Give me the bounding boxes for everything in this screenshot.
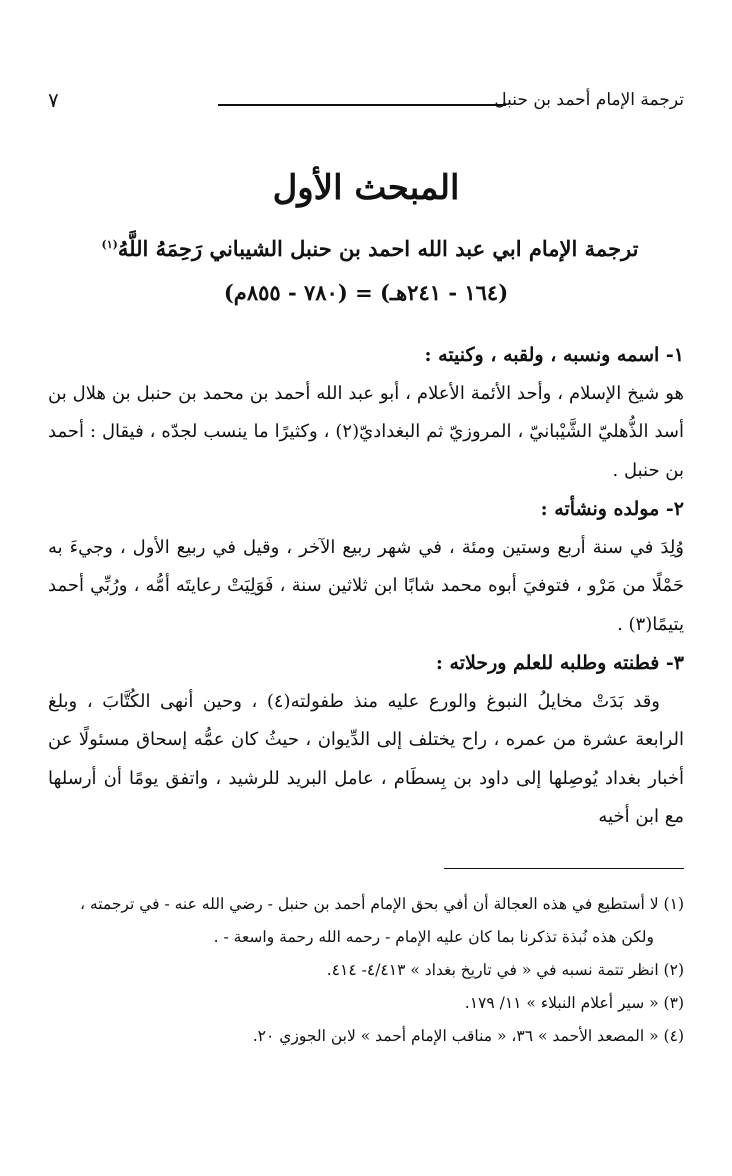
footnote: (٤) « المصعد الأحمد » ٣٦، « مناقب الإمام أحمد » لابن الجوزي ٢٠. bbox=[252, 1027, 684, 1045]
footnote-continuation: ولكن هذه نُبذة تذكرنا بما كان عليه الإمام - رحمه الله رحمة واسعة - . bbox=[213, 928, 654, 946]
body-text bbox=[48, 336, 684, 837]
section-paragraph: وقد بَدَتْ مخايلُ النبوغ والورع عليه منذ طفولته(٤) ، وحين أنهى الكُتَّابَ ، وبلغ الرابعة عشرة من عمره ، راح يختلف إلى الدِّيوان ، حيثُ كان عمُّه إسحاق مسئولًا عن أخبار بغداد يُوصِلها إلى داود بن بِسطَام ، عامل البريد للرشيد ، واتفق يومًا أن أرسلها مع ابن أخيه bbox=[48, 690, 684, 827]
footnote: (٣) « سير أعلام النبلاء » ١١/ ١٧٩. bbox=[464, 994, 684, 1012]
footnote: (٢) انظر تتمة نسبه في « في تاريخ بغداد » ٤/٤١٣- ٤١٤. bbox=[326, 961, 684, 979]
running-header bbox=[48, 88, 684, 118]
subtitle bbox=[40, 236, 700, 261]
section-heading: ١- اسمه ونسبه ، ولقبه ، وكنيته : bbox=[424, 344, 684, 366]
section-paragraph: هو شيخ الإسلام ، وأحد الأئمة الأعلام ، أبو عبد الله أحمد بن محمد بن حنبل بن هلال بن أسد الذُّهليّ الشَّيْبانيّ ، المروزيّ ثم البغداديّ(٢) ، وكثيرًا ما ينسب لجدّه ، فيقال : أحمد بن حنبل . bbox=[48, 382, 684, 481]
footnotes bbox=[48, 888, 684, 1053]
subtitle-note-ref: (١) bbox=[101, 238, 118, 251]
life-dates: (١٦٤ - ٢٤١هـ) = (٧٨٠ - ٨٥٥م) bbox=[223, 280, 509, 305]
section-heading: ٣- فطنته وطلبه للعلم ورحلاته : bbox=[435, 652, 684, 674]
header-rule bbox=[218, 104, 506, 106]
footnote-rule bbox=[444, 868, 684, 869]
running-title: ترجمة الإمام أحمد بن حنبل bbox=[494, 90, 684, 110]
chapter-title: المبحث الأول bbox=[272, 168, 460, 208]
page-number: ٧ bbox=[48, 88, 59, 112]
footnote: (١) لا أستطيع في هذه العجالة أن أفي بحق الإمام أحمد بن حنبل - رضي الله عنه - في ترجمته ، bbox=[79, 895, 684, 913]
subtitle-text: ترجمة الإمام ابي عبد الله احمد بن حنبل الشيباني رَحِمَهُ اللَّهُ bbox=[117, 236, 639, 261]
section-paragraph: وُلِدَ في سنة أربع وستين ومئة ، في شهر ربيع الآخر ، وقيل في ربيع الأول ، وجيءَ به حَمْلًا من مَرْو ، فتوفيَ أبوه محمد شابًا ابن ثلاثين سنة ، فَوَلِيَتْ رعايتَه أمُّه ، ورُبِّي أحمد يتيمًا(٣) . bbox=[48, 536, 684, 635]
section-heading: ٢- مولده ونشأته : bbox=[540, 498, 684, 520]
